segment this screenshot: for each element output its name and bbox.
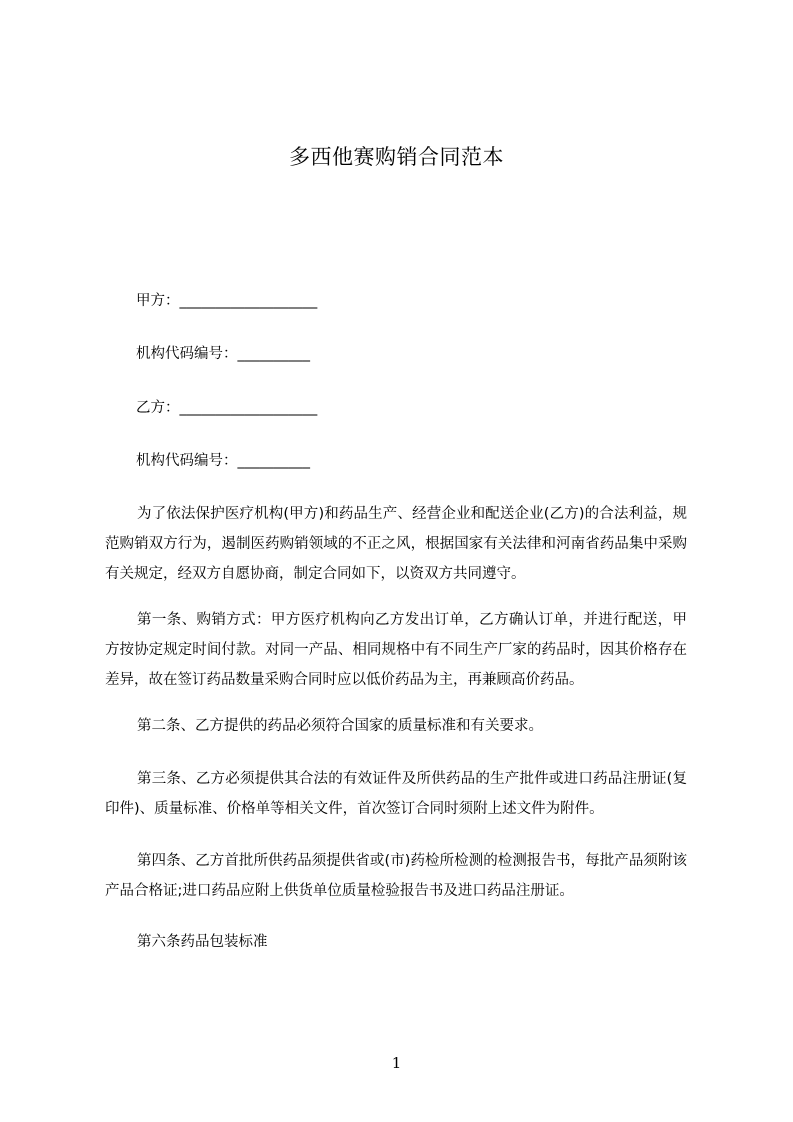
party-a-org-code-field: 机构代码编号：__________ bbox=[136, 346, 310, 362]
party-a-field: 甲方：___________________ bbox=[136, 293, 318, 309]
article-2-paragraph: 第二条、乙方提供的药品必须符合国家的质量标准和有关要求。 bbox=[137, 718, 543, 734]
article-4-paragraph: 第四条、乙方首批所供药品须提供省或(市)药检所检测的检测报告书，每批产品须附该产品合格证;进口药品应附上供货单位质量检验报告书及进口药品注册证。 bbox=[105, 853, 687, 899]
party-b-org-code-field: 机构代码编号：__________ bbox=[136, 453, 310, 469]
article-3-paragraph: 第三条、乙方必须提供其合法的有效证件及所供药品的生产批件或进口药品注册证(复印件)、质量标准、价格单等相关文件，首次签订合同时须附上述文件为附件。 bbox=[105, 771, 687, 817]
article-1-paragraph: 第一条、购销方式：甲方医疗机构向乙方发出订单，乙方确认订单，并进行配送，甲方按协定规定时间付款。对同一产品、相同规格中有不同生产厂家的药品时，因其价格存在差异，故在签订药品数量采购合同时应以低价药品为主，再兼顾高价药品。 bbox=[105, 612, 687, 688]
party-b-field: 乙方：___________________ bbox=[136, 400, 318, 416]
article-6-heading: 第六条药品包装标准 bbox=[137, 934, 268, 950]
document-title: 多西他赛购销合同范本 bbox=[289, 145, 504, 169]
page-number: 1 bbox=[391, 1054, 402, 1072]
intro-paragraph: 为了依法保护医疗机构(甲方)和药品生产、经营企业和配送企业(乙方)的合法利益，规范购销双方行为，遏制医药购销领域的不正之风，根据国家有关法律和河南省药品集中采购有关规定，经双方自愿协商，制定合同如下，以资双方共同遵守。 bbox=[105, 506, 687, 582]
